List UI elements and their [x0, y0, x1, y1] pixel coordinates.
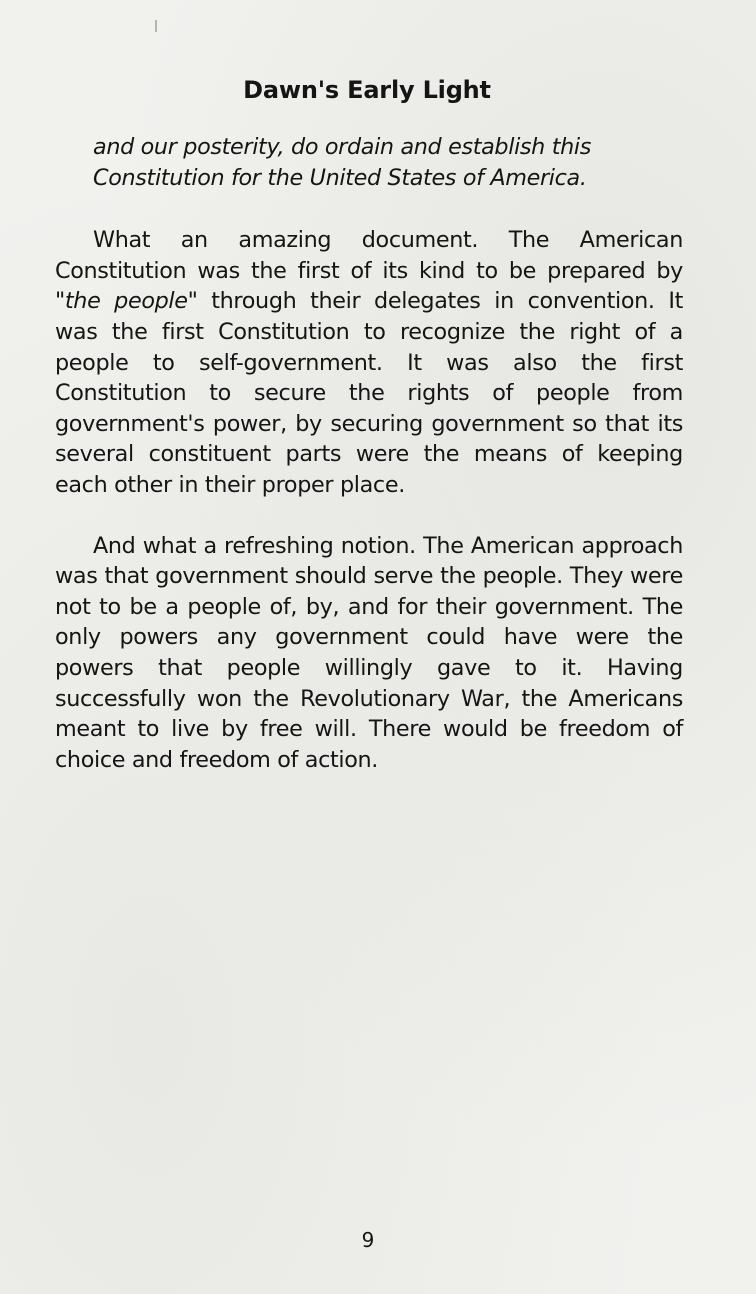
paper-smudge	[155, 20, 157, 32]
text-column	[55, 132, 683, 805]
constitution-quote: and our posterity, do ordain and establish this Constitution for the United States of America.	[93, 134, 591, 191]
paragraph-text: through their delegates in convention. It was the first Constitution to recognize the right of a people to self-government. It was also the first Constitution to secure the rights of people from government's power, by securing government so that its several constituent parts were the means of keeping each other in their proper place.	[55, 288, 683, 498]
paragraph-amazing-document	[55, 225, 683, 500]
paragraph-refreshing-notion: And what a refreshing notion. The American approach was that government should serve the people. They were not to be a people of, by, and for their government. The only powers any government could have were the powers that people willingly gave to it. Having successfully won the Revolutionary War, the Americans meant to live by free will. There would be freedom of choice and freedom of action.	[55, 532, 683, 773]
running-header: Dawn's Early Light	[243, 76, 491, 104]
emphasis-the-people: "the people"	[55, 288, 198, 315]
page-number: 9	[361, 1228, 375, 1252]
paragraph-text: What an amazing document. The American Constitution was the first of its kind to be prepared by	[55, 227, 683, 284]
